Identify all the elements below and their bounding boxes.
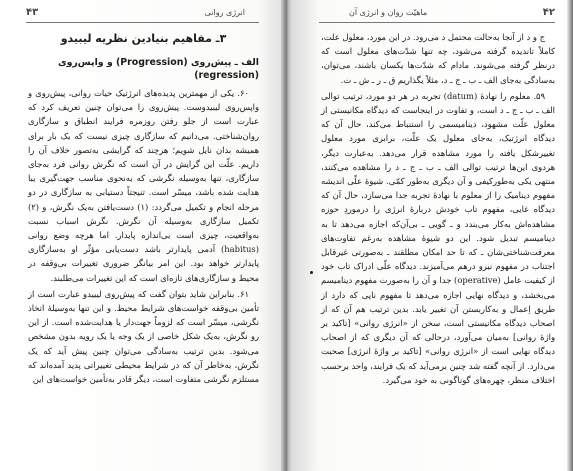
header-rule-left xyxy=(26,22,259,23)
subsection-title: الف ـ پیش‌روی (Progression) و واپس‌روی (regression) xyxy=(57,57,259,81)
left-page-body xyxy=(28,30,259,465)
margin-dot xyxy=(310,271,313,274)
running-title-right: ماهیّت روان و انرژی آن xyxy=(349,8,428,17)
paragraph-59: ۵۹. معلوم را نهادهٔ (datum) تجربه در هر دو مورد، ترتیب توالی الف ـ ب ـ ج ـ د است، و تفاوت در اینجاست که دیدگاه مکانیستی از معلول علّت مشهود، دینامیسمی را استنباط می‌کند، حال آن که دیدگاه انرژتیک، به‌جای معلول یک علّت، برابری مورد معلول تغییرشکل یافته را مورد مشاهده قرار می‌دهد. به‌عبارت دیگر، هردوی این‌ها ترتیب توالی الف ـ ب ـ ج ـ د را مشاهده می‌کنند، منتهی یکی به‌طورکیفی و آن دیگری به‌طور کمّی. شیوهٔ علّی اندیشه مفهوم دینامیک را از معلوم با نهادهٔ تجربه جدا می‌سازد، حال آن که دیدگاه غایی، مفهوم تاب خودش دربارهٔ انرژی را درموردِ حوزه مشاهده‌اش به‌کار می‌بندد و ـ گویی ـ بی‌آن‌که اجازه می‌دهد تا به دینامیسم تبدیل شود. این دو شیوهٔ مشاهده به‌رغم تفاوت‌های معرفت‌شناختی‌شان ـ که تا حد امکان مطلقند ـ به‌صورتی غیرقابل اجتناب در مفهوم نیرو درهم می‌آمیزند. دیدگاه علّی ادراک تاب خود از کیفیت عامل (operative) جدا و آن را به‌‌صورت مفهوم دینامیسم می‌بخشد، و دیدگاه نهایی اجازه می‌دهد تا مفهوم ناپی که دارد از طریق اِعمال و به‌کاربستن آن تغییر یابد. بدین ترتیب هم آن که از اصحاب دیدگاه مکانیستی است، سخن از «انرژی روانی» [تاکید بر واژهٔ روانی] به‌میان می‌آورد، درحالی که آن دیگری که از اصحاب دیدگاه نهایی است از «انرژی روانی» [تاکید بر واژهٔ انرژی] صحبت می‌دارد. از آنچه گفته شد چنین بر‌می‌آید که یک فرایند، واحد برحسب اختلاف منظر، چهره‌های گوناگونی به خود می‌گیرد. xyxy=(321,90,555,385)
paragraph-continued: ج و د از آنجا به‌حالت محتمل د می‌رود. در این مورد، معلول علت، کاملاً تاندیده گرفته می‌شود، چه تنها شدّت‌های معلول است که درنظر گرفته می‌شوند. مادام که شدّت‌ها یکسان باشند، می‌توان، به‌سادگی به‌جای الف ـ ب ـ ج ـ د، مثلاً ‌یگذاریم ق ـ ‌ر ـ‌ ش ـ ت. xyxy=(321,32,555,85)
left-page xyxy=(0,0,285,471)
paragraph-60: ۶۰. یکی از مهمترین پدیده‌های انرژتیک حیات روانی، پیش‌روی و واپس‌روی لیبیدوست. پیش‌روی را می‌توان چنین تعریف کرد که عبارت است از جلو رفتن روزمره فرایند انطباق و سازگاری روان‌شناختی. می‌دانیم که سازگاری چیزی نیست که یک بار برای همیشه بدان نایل شویم؛ هرچند که گرایشی به‌تصور خلاف آن را داریم. علّت این گرایش در آن است که نگرش روانی فرد به‌جای سازگاری، تنها به‌وسیله نگرشی که به‌نحوی مناسب جهت‌گیری یبا هدایت شده باشد، میسّر است. تنیجتاً دستیابی به سازگاری در دو مرحله انجام و تکمیل می‌گردد: (۱) دست‌یافتن به‌یک نگرش، و (۲) تکمیل سازگاری به‌وسیله آن نگرش. نگرش اسباب نسبت به‌واقعیت، چیزی است بی‌اندازه پایدار. اما هرچه وضع روانی (habitus) آدمی پایدارتر باشد دست‌یابی مؤثّر او به‌سازگاری پایدارتر خواهد بود. این امر بیانگر ضروری تغییرات بی‌وقفه در محیط و سازگاری‌های تازه‌ای است که این تغییرات می‌طلبند. xyxy=(28,88,259,283)
running-title-left: انرژی روانی xyxy=(204,8,245,17)
right-page xyxy=(291,0,573,471)
page-edge-shadow xyxy=(567,0,573,471)
section-title: ۳ـ مفاهیم بنیادین نظریه لیبیدو xyxy=(60,32,227,45)
page-number-right: ۴۲ xyxy=(542,7,555,18)
running-head-left xyxy=(26,8,259,22)
page-number-left: ۴۳ xyxy=(26,7,39,18)
right-page-body xyxy=(321,30,555,465)
paragraph-61: ۶۱. بنابراین شاید بتوان گفت که پیش‌روی لیبیدو عبارت است از تأمین بی‌وقفه خواست‌های شرایط محیط. و این تنها به‌وسیلهٔ اتخاذ نگرشی، میسّر است که لزوماً جهت‌دار یا هدایت‌شده است. از این رو نگرش، به‌‌یک شکل خاصی از یک وجه یا یک رویه بدون مشخص می‌شود. بدین ترتیب به‌سادگی می‌توان چنین پیش آید که یک نگرش، به‌خاطر آن که در شرایط محیطی تغییراتی پدید آمده‌اند که مستلزم نگرشی متفاوت است، دیگر قادر به‌تأمین خواست‌های این xyxy=(28,288,259,385)
header-rule-right xyxy=(319,22,555,23)
running-head-right xyxy=(319,8,555,22)
